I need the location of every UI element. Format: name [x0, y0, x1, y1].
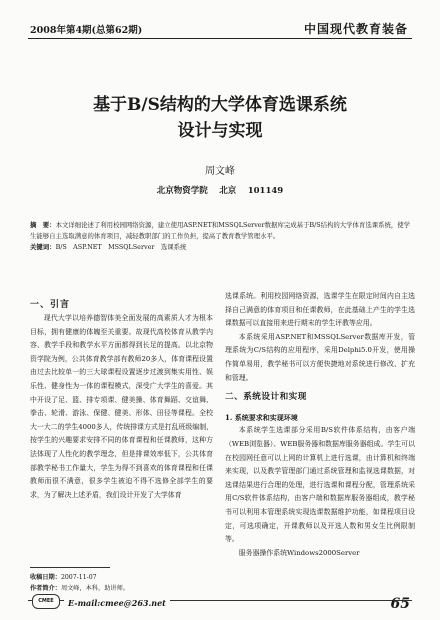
right-paragraph-2: 本系统采用ASP.NET和MSSQLServer数据库开发，管理系统为C/S结构的应用程序，采用Delphi5.0开发，使用操作简单易用，教学秘书可以方便快捷地对系统进行修改、扩充和管理。	[225, 332, 415, 382]
author-affiliation: 北京物资学院 北京 101149	[156, 186, 284, 196]
paper-title-line2: 设计与实现	[177, 121, 263, 141]
keywords	[30, 242, 412, 253]
right-paragraph-3: 本系统学生选课部分采用B/S软件体系结构，由客户端（WEB浏览器）、WEB服务器和数据库服务器组成。学生可以在校园网任意可以上网的计算机上进行选课，由计算机和终端来实现，以及教学管理部门通过系统管理和监视选课数据，对选课结果进行合理的处理，进行选课和课程分配，管理系统采用C/S软件体系结构，由客户端和数据库服务器组成，教学秘书可以利用本管理系统实现选课数据维护功能，如课程项目设定，可选项确定，开课教师以及开选人数和男女生比例限制等。	[225, 426, 415, 544]
journal-issue: 2008年第4期(总第62期)	[30, 25, 143, 36]
footer-email: E-mail:cmee@263.net	[64, 598, 170, 608]
keywords-label: 关键词：	[30, 243, 56, 251]
keywords-text: B/S ASP.NET MSSQLServer 选课系统	[55, 243, 187, 251]
section-title-design: 二、系统设计和实现	[225, 392, 307, 403]
received-date: 2007-11-07	[60, 574, 97, 581]
abstract-block	[30, 220, 412, 253]
received-label: 收稿日期：	[30, 574, 61, 581]
paper-title-line1: 基于B/S结构的大学体育选课系统	[93, 95, 347, 115]
footnote	[30, 572, 129, 594]
abstract-label: 摘 要：	[30, 221, 56, 229]
author-bio: 周文峰，本科，助讲师。	[60, 585, 129, 592]
abstract	[30, 220, 412, 242]
footnote-rule	[30, 567, 110, 568]
page-number: 65	[390, 596, 410, 612]
header-rule	[28, 38, 412, 39]
journal-name: 中国现代教育装备	[303, 22, 408, 36]
author-name: 周文峰	[205, 166, 235, 177]
section-title-introduction: 一、引言	[30, 300, 71, 310]
intro-paragraph: 现代大学以培养德智体美全面发展的高素质人才为根本目标，拥有健康的体魄至关重要。故现代高校体育从教学内容、教学手段和教学水平方面都得到长足的提高。以北京物资学院为例，公共体育教学部有教师20多人，体育课程设置由过去比较单一的三大球课程设置逐步过渡到集实用性、娱乐性、健身性为一体的课程模式，深受广大学生的喜爱。其中开设了足、篮、排专项课、健美操、体育舞蹈、交谊舞、拳击、轮滑、游泳、保健、健美、形体、田径等课程。全校大一大二的学生4000多人，传统排课方式是打乱班级编制，按学生的兴趣要求安排不同的体育课程和任课教师，这种方法体现了人性化的教学理念，但是排课效率低下，公共体育部教学秘书工作量大，学生为得不到喜欢的体育课程和任课教师而很不满意，很多学生被迫不得不选修全部学生的要求，为了解决上述矛盾，我们设计开发了大学体育	[30, 314, 213, 499]
right-paragraph-1: 选课系统。利用校园网络资源，选课学生在限定时间内自主选择自己满意的体育项目和任课教师，在此基础上产生的学生选课数据可以直接用来进行期末的学生评教等应用。	[225, 292, 415, 328]
cmee-logo: CMEE	[32, 594, 60, 609]
abstract-text: 本文详细论述了利用校园网络资源，建立使用ASP.NET和MSSQLServer数据库完成基于B/S结构的大学体育选课系统，使学生能够自主选取满意的体育项目，减轻教职部门的工作负担，提高了教育教学管理水平。	[30, 221, 411, 240]
right-column	[225, 290, 415, 560]
author-bio-label: 作者简介：	[30, 585, 61, 592]
subsection-title: 1. 系统要求和实现环境	[225, 412, 298, 422]
right-paragraph-4: 服务器操作系统Windows2000Server	[238, 548, 360, 557]
left-column	[30, 312, 213, 502]
